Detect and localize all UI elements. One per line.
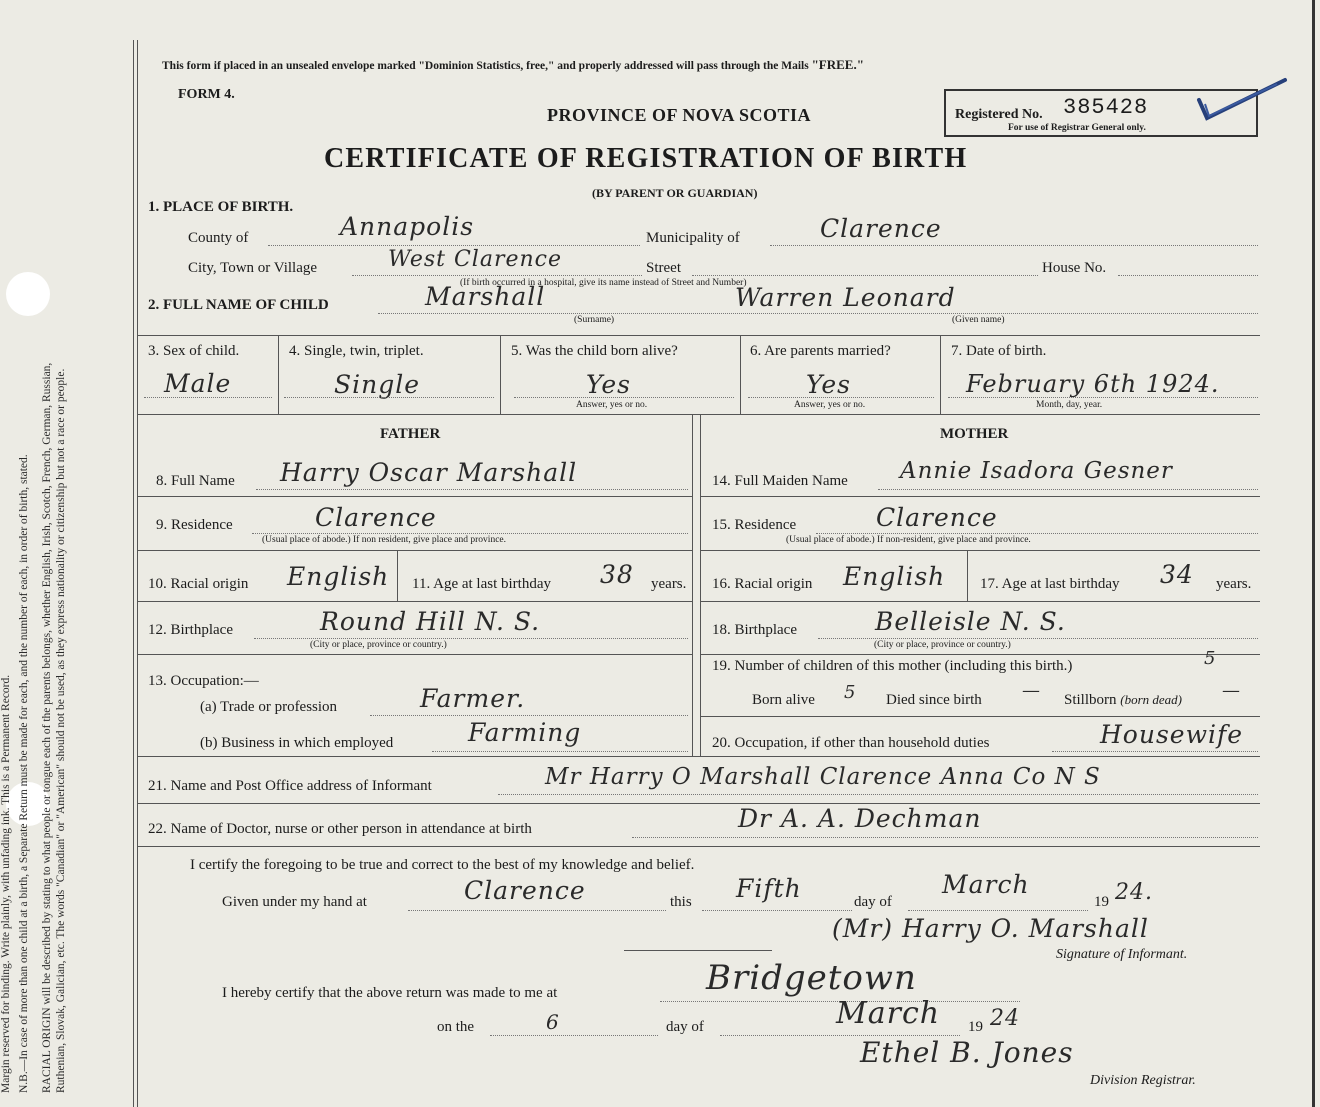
father-bp-value: Round Hill N. S. xyxy=(320,607,541,636)
certify-year-value: 24. xyxy=(1115,880,1153,905)
parents-divider-a xyxy=(692,414,693,756)
this-label: this xyxy=(670,894,692,910)
stillborn-value: — xyxy=(1222,680,1241,701)
father-res-note: (Usual place of abode.) If non resident, give place and province. xyxy=(262,535,506,545)
stillborn-text: Stillborn xyxy=(1064,692,1117,708)
mother-bp-line xyxy=(818,638,1258,639)
stillborn-note: (born dead) xyxy=(1120,692,1183,707)
registered-number: 385428 xyxy=(1063,95,1149,120)
registrar-month-value: March xyxy=(836,996,941,1031)
father-age-unit: years. xyxy=(651,576,687,592)
father-bp-note: (City or place, province or country.) xyxy=(310,640,447,650)
father-rule-4 xyxy=(138,654,692,655)
row3-div-4 xyxy=(940,335,941,414)
mail-note-text: This form if placed in an unsealed envelope marked "Dominion Statistics, free," and properly addressed will pass through the Mails xyxy=(162,60,809,72)
city-label: City, Town or Village xyxy=(188,260,318,276)
municipality-label: Municipality of xyxy=(646,230,740,246)
on-the-label: on the xyxy=(437,1019,475,1035)
mother-age-unit: years. xyxy=(1216,576,1252,592)
father-trade-line xyxy=(370,715,688,716)
father-name-line xyxy=(256,489,688,490)
given-label: Given under my hand at xyxy=(222,894,367,910)
form-number: FORM 4. xyxy=(178,87,235,102)
father-name-label: 8. Full Name xyxy=(156,473,235,489)
registrar-signature: Ethel B. Jones xyxy=(860,1036,1074,1069)
informant-line xyxy=(498,794,1258,795)
married-line xyxy=(748,397,934,398)
province-title: PROVINCE OF NOVA SCOTIA xyxy=(547,105,812,125)
county-line xyxy=(268,245,640,246)
mother-rule-5 xyxy=(700,716,1260,717)
father-name-value: Harry Oscar Marshall xyxy=(280,458,578,487)
married-label: 6. Are parents married? xyxy=(750,343,891,359)
father-biz-label: (b) Business in which employed xyxy=(200,735,394,751)
dob-value: February 6th 1924. xyxy=(966,370,1220,398)
certificate-title: CERTIFICATE OF REGISTRATION OF BIRTH xyxy=(324,143,968,174)
mother-race-label: 16. Racial origin xyxy=(712,576,813,592)
alive-line xyxy=(514,397,734,398)
city-line xyxy=(352,275,642,276)
father-res-line xyxy=(252,533,688,534)
father-rule-2 xyxy=(138,550,692,551)
mother-rule-4 xyxy=(700,654,1260,655)
mother-res-note: (Usual place of abode.) If non-resident, give place and province. xyxy=(786,535,1031,545)
month-line xyxy=(908,910,1088,911)
father-race-label: 10. Racial origin xyxy=(148,576,249,592)
father-trade-value: Farmer. xyxy=(420,684,526,713)
born-alive-label: Born alive xyxy=(752,692,815,708)
father-occ-label: 13. Occupation:— xyxy=(148,673,259,689)
child-name-line xyxy=(378,313,1258,314)
doctor-value: Dr A. A. Dechman xyxy=(738,804,982,833)
right-edge-rule xyxy=(1312,0,1315,1107)
parents-divider-b xyxy=(700,414,701,756)
given-place-line xyxy=(408,910,666,911)
mother-rule-3 xyxy=(700,601,1260,602)
registrar-signature-label: Division Registrar. xyxy=(1090,1073,1196,1088)
margin-rule-1 xyxy=(133,40,134,1107)
day-line xyxy=(702,910,852,911)
county-label: County of xyxy=(188,230,249,246)
informant-label: 21. Name and Post Office address of Informant xyxy=(148,778,432,794)
father-biz-value: Farming xyxy=(468,718,582,747)
died-label: Died since birth xyxy=(886,692,982,708)
row3-div-3 xyxy=(740,335,741,414)
mother-name-label: 14. Full Maiden Name xyxy=(712,473,848,489)
street-label: Street xyxy=(646,260,681,276)
died-value: — xyxy=(1022,680,1041,701)
father-race-value: English xyxy=(287,562,390,591)
county-value: Annapolis xyxy=(340,212,475,241)
dob-line xyxy=(948,397,1258,398)
street-note: (If birth occurred in a hospital, give its name instead of Street and Number) xyxy=(460,278,747,288)
informant-rule xyxy=(138,803,1260,804)
municipality-line xyxy=(770,245,1258,246)
mother-occ-label: 20. Occupation, if other than household duties xyxy=(712,735,990,751)
registrar-year-prefix: 19 xyxy=(968,1019,983,1035)
given-place-value: Clarence xyxy=(464,876,586,905)
informant-signature: (Mr) Harry O. Marshall xyxy=(832,914,1149,943)
margin-line-3: RACIAL ORIGIN will be described by stating to what people or tongue each of the parents belongs, whether English, Irish, Scotch, French, German, Russian, xyxy=(41,362,53,1093)
registrar-statement: I hereby certify that the above return was made to me at xyxy=(222,985,558,1001)
father-age-label: 11. Age at last birthday xyxy=(412,576,551,592)
row3-bottom-rule xyxy=(138,414,1260,415)
mother-bp-label: 18. Birthplace xyxy=(712,622,797,638)
father-age-value: 38 xyxy=(600,560,634,589)
row3-div-2 xyxy=(500,335,501,414)
father-rule-1 xyxy=(138,496,692,497)
certify-statement: I certify the foregoing to be true and correct to the best of my knowledge and belief. xyxy=(190,857,695,873)
day-of-label: day of xyxy=(854,894,892,910)
father-res-label: 9. Residence xyxy=(156,517,233,533)
mother-name-line xyxy=(878,489,1258,490)
father-race-div xyxy=(397,550,398,601)
mail-note xyxy=(162,57,864,73)
father-trade-label: (a) Trade or profession xyxy=(200,699,338,715)
registrar-place-value: Bridgetown xyxy=(706,958,917,998)
informant-value: Mr Harry O Marshall Clarence Anna Co N S xyxy=(545,764,1101,790)
stillborn-label xyxy=(1064,692,1182,709)
informant-signature-label: Signature of Informant. xyxy=(1056,947,1188,962)
mother-heading: MOTHER xyxy=(940,426,1009,442)
mail-free: "FREE." xyxy=(811,57,864,72)
mother-children-value: 5 xyxy=(1204,648,1217,669)
alive-label: 5. Was the child born alive? xyxy=(511,343,678,359)
surname-note: (Surname) xyxy=(574,315,615,325)
dob-note: Month, day, year. xyxy=(1036,400,1103,410)
child-surname: Marshall xyxy=(425,282,546,311)
mother-rule-1 xyxy=(700,496,1260,497)
house-line xyxy=(1118,275,1258,276)
mother-age-label: 17. Age at last birthday xyxy=(980,576,1120,592)
mother-res-label: 15. Residence xyxy=(712,517,797,533)
mother-children-label: 19. Number of children of this mother (including this birth.) xyxy=(712,658,1073,674)
father-bp-line xyxy=(254,638,688,639)
plural-label: 4. Single, twin, triplet. xyxy=(289,343,424,359)
check-mark xyxy=(1195,74,1291,124)
registrar-day-value: 6 xyxy=(546,1010,560,1034)
registrar-year-value: 24 xyxy=(990,1006,1020,1031)
parents-bottom-rule xyxy=(138,756,1260,757)
father-rule-3 xyxy=(138,601,692,602)
margin-rule-2 xyxy=(137,40,138,1107)
mother-race-div xyxy=(967,550,968,601)
house-label: House No. xyxy=(1042,260,1107,276)
mother-name-value: Annie Isadora Gesner xyxy=(900,458,1173,484)
doctor-rule xyxy=(138,846,1260,847)
born-alive-value: 5 xyxy=(844,682,857,703)
father-heading: FATHER xyxy=(380,426,441,442)
registered-label: Registered No. xyxy=(955,107,1043,122)
married-value: Yes xyxy=(806,370,851,399)
city-value: West Clarence xyxy=(388,247,562,272)
alive-note: Answer, yes or no. xyxy=(576,400,648,410)
mother-res-value: Clarence xyxy=(876,503,998,532)
row3-div-1 xyxy=(278,335,279,414)
mother-rule-2 xyxy=(700,550,1260,551)
mother-bp-value: Belleisle N. S. xyxy=(875,607,1066,636)
margin-line-4: Ruthenian, Slovak, Galician, etc. The words "Canadian" or "American" should not be used, as they express nationality or citizenship but not a race or people. xyxy=(54,368,67,1093)
margin-line-1: Margin reserved for binding. Write plainly, with unfading ink. This is a Permanent Record. xyxy=(0,674,12,1093)
child-name-label: 2. FULL NAME OF CHILD xyxy=(148,297,329,313)
mother-res-line xyxy=(816,533,1258,534)
certify-short-rule xyxy=(624,950,772,951)
certificate-subtitle: (BY PARENT OR GUARDIAN) xyxy=(592,186,758,200)
margin-instructions xyxy=(0,0,134,1107)
mother-occ-line xyxy=(1052,751,1258,752)
given-note: (Given name) xyxy=(952,315,1005,325)
father-biz-line xyxy=(432,751,688,752)
mother-race-value: English xyxy=(843,562,946,591)
certify-year-prefix: 19 xyxy=(1094,894,1109,910)
dob-label: 7. Date of birth. xyxy=(951,343,1047,359)
doctor-line xyxy=(632,837,1258,838)
registrar-day-of-label: day of xyxy=(666,1019,704,1035)
married-note: Answer, yes or no. xyxy=(794,400,866,410)
mother-age-value: 34 xyxy=(1160,560,1194,589)
row3-top-rule xyxy=(138,335,1260,336)
plural-value: Single xyxy=(334,370,421,399)
child-given-name: Warren Leonard xyxy=(735,283,956,312)
certify-day-value: Fifth xyxy=(736,874,802,903)
doctor-label: 22. Name of Doctor, nurse or other person in attendance at birth xyxy=(148,821,532,837)
sex-label: 3. Sex of child. xyxy=(148,343,240,359)
margin-line-2: N.B.—In case of more than one child at a birth, a Separate Return must be made for each, and the number of each, in order of birth, stated. xyxy=(17,454,30,1093)
street-line xyxy=(692,275,1038,276)
sex-value: Male xyxy=(164,369,232,398)
registrar-note: For use of Registrar General only. xyxy=(1008,123,1146,133)
place-heading: 1. PLACE OF BIRTH. xyxy=(148,199,294,215)
registrar-day-line xyxy=(490,1035,658,1036)
mother-occ-value: Housewife xyxy=(1100,720,1244,749)
mother-bp-note: (City or place, province or country.) xyxy=(874,640,1011,650)
father-bp-label: 12. Birthplace xyxy=(148,622,233,638)
sex-line xyxy=(144,397,272,398)
alive-value: Yes xyxy=(586,370,631,399)
certify-month-value: March xyxy=(942,870,1030,899)
plural-line xyxy=(284,397,494,398)
municipality-value: Clarence xyxy=(820,214,942,243)
father-res-value: Clarence xyxy=(315,503,437,532)
